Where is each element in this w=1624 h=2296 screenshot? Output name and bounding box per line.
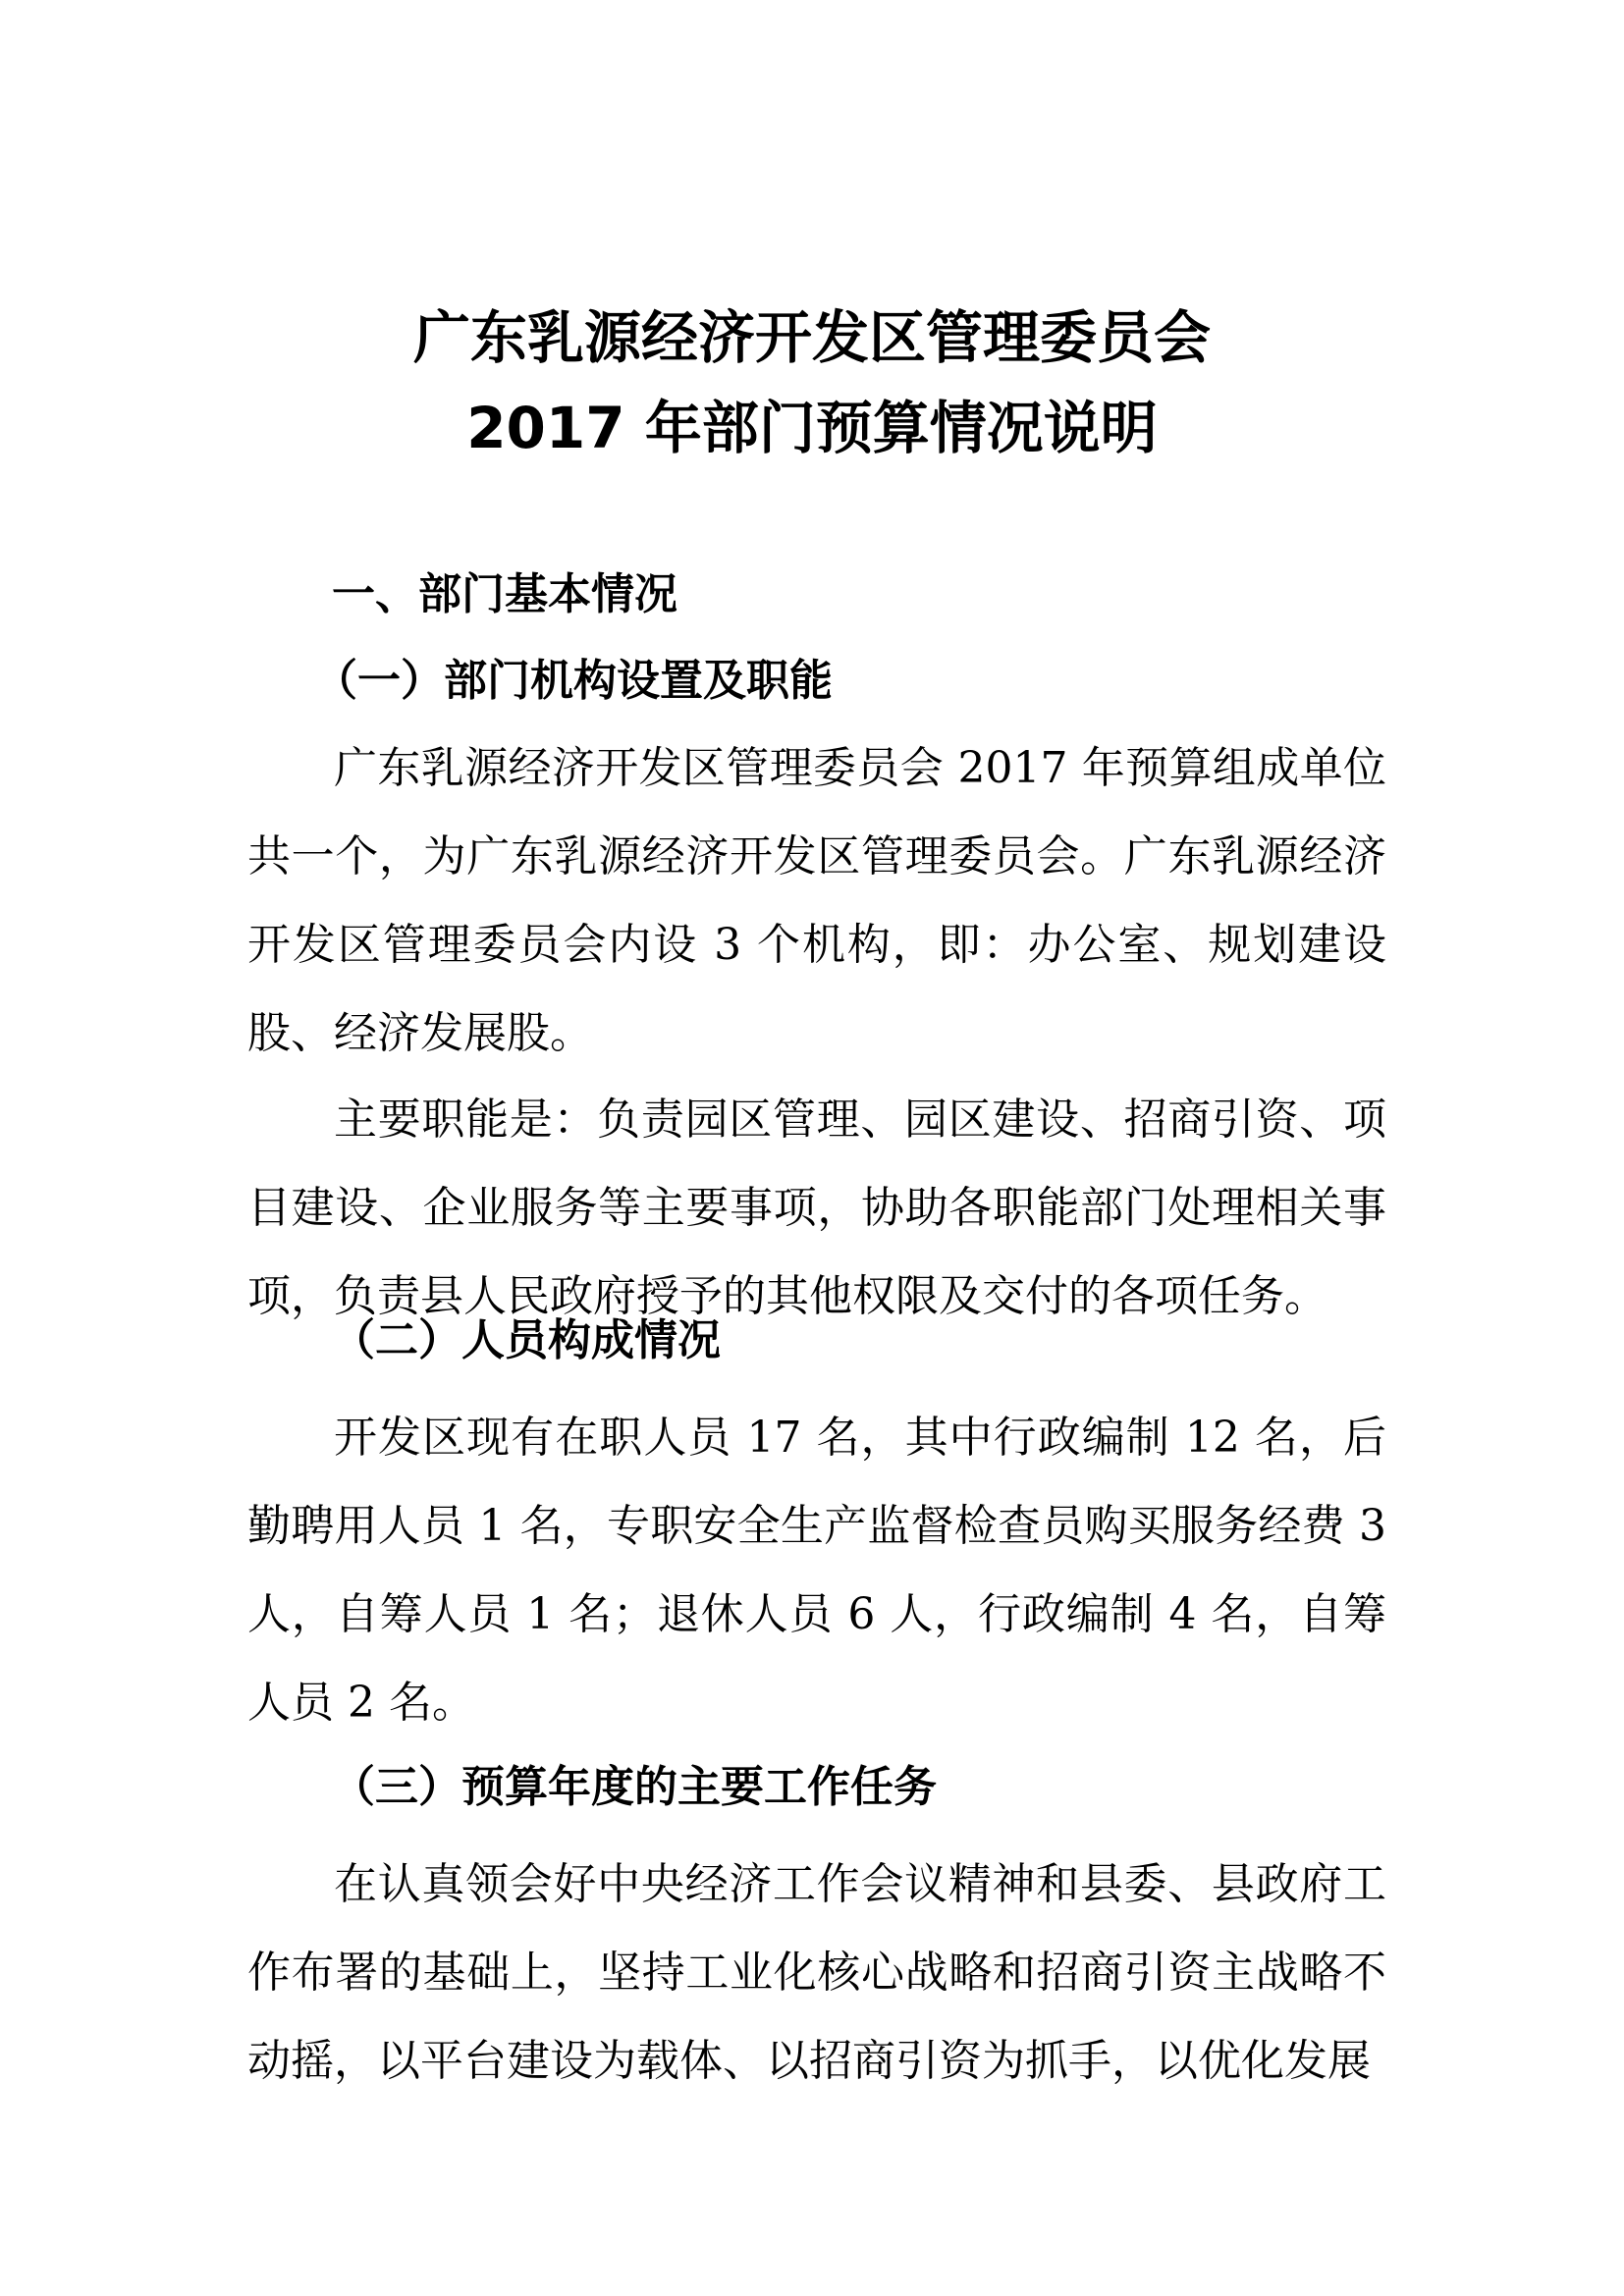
subsection-heading-tasks: （三）预算年度的主要工作任务 — [332, 1762, 937, 1812]
subsection-heading-staff: （二）人员构成情况 — [332, 1315, 721, 1365]
paragraph-tasks: 在认真领会好中央经济工作会议精神和县委、县政府工作布署的基础上，坚持工业化核心战略和招商引资主战略不动摇，以平台建设为载体、以招商引资为抓手，以优化发展 — [247, 1859, 1386, 2086]
paragraph-organization: 广东乳源经济开发区管理委员会 2017 年预算组成单位共一个，为广东乳源经济开发区管理委员会。广东乳源经济开发区管理委员会内设 3 个机构，即：办公室、规划建设股、经济发展股。 — [247, 743, 1386, 1058]
paragraph-functions: 主要职能是：负责园区管理、园区建设、招商引资、项目建设、企业服务等主要事项，协助各职能部门处理相关事项，负责县人民政府授予的其他权限及交付的各项任务。 — [247, 1095, 1386, 1321]
document-title-line-1: 广东乳源经济开发区管理委员会 — [412, 304, 1211, 371]
paragraph-staff: 开发区现有在职人员 17 名，其中行政编制 12 名，后勤聘用人员 1 名，专职安全生产监督检查员购买服务经费 3 人，自筹人员 1 名；退休人员 6 人，行政编制 4 名，自筹人员 2 名。 — [247, 1413, 1386, 1728]
subsection-heading-structure: （一）部门机构设置及职能 — [314, 656, 833, 706]
section-heading-basic-info: 一、部门基本情况 — [332, 569, 677, 619]
document-title-line-2: 2017 年部门预算情况说明 — [466, 395, 1158, 461]
